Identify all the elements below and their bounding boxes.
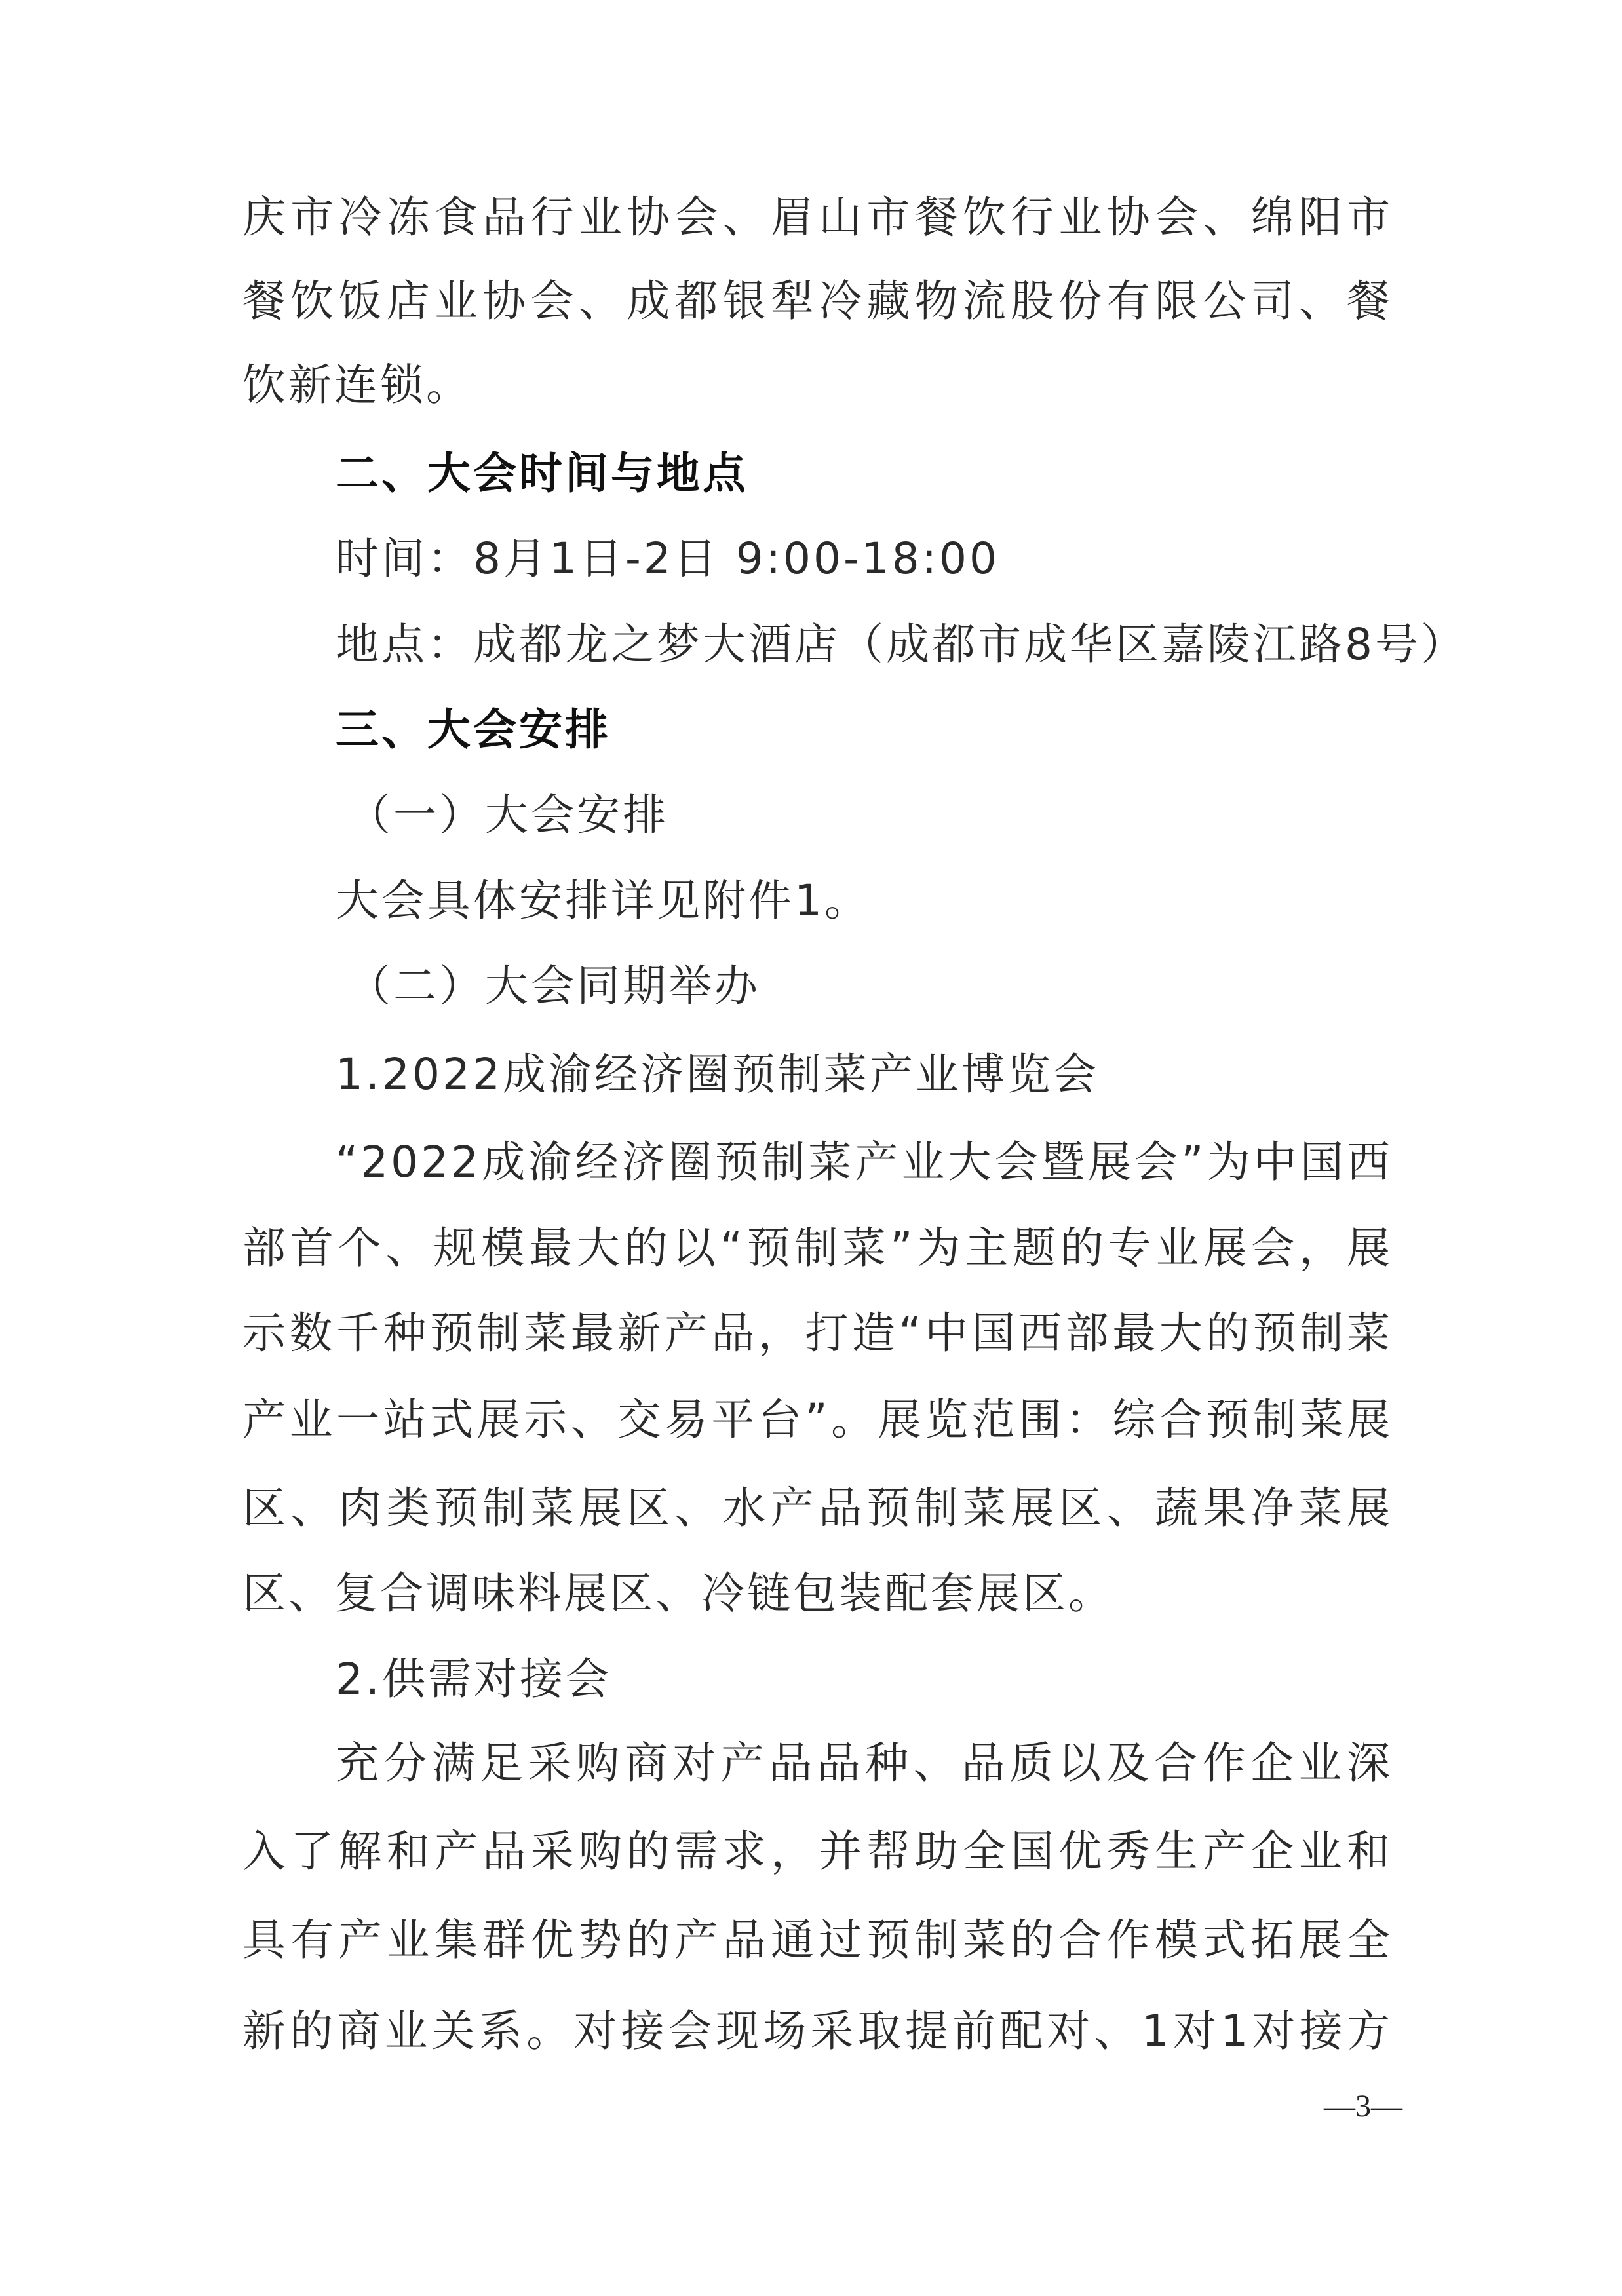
item-heading: 2.供需对接会 [336, 1654, 611, 1704]
section-heading: 二、大会时间与地点 [336, 448, 748, 499]
body-text-line: 具有产业集群优势的产品通过预制菜的合作模式拓展全 [242, 1915, 1393, 1965]
body-text-line: 产业一站式展示、交易平台”。展览范围：综合预制菜展 [242, 1394, 1393, 1445]
body-text-line: 大会具体安排详见附件1。 [336, 875, 870, 926]
page-number: —3— [1324, 2089, 1402, 2124]
body-text-line: “2022成渝经济圈预制菜产业大会暨展会”为中国西 [336, 1137, 1393, 1187]
body-text-line: 区、肉类预制菜展区、水产品预制菜展区、蔬果净菜展 [242, 1483, 1393, 1533]
body-text-line: 示数千种预制菜最新产品，打造“中国西部最大的预制菜 [242, 1308, 1393, 1358]
section-heading: 三、大会安排 [336, 704, 611, 755]
subsection-heading: （一）大会安排 [347, 790, 668, 840]
body-text-line: 餐饮饭店业协会、成都银犁冷藏物流股份有限公司、餐 [242, 276, 1393, 326]
location-line: 地点：成都龙之梦大酒店（成都市成华区嘉陵江路8号） [336, 619, 1467, 670]
item-heading: 1.2022成渝经济圈预制菜产业博览会 [336, 1049, 1099, 1100]
body-text-line: 庆市冷冻食品行业协会、眉山市餐饮行业协会、绵阳市 [242, 192, 1393, 242]
body-text-line: 区、复合调味料展区、冷链包装配套展区。 [242, 1568, 1114, 1618]
time-line: 时间：8月1日-2日 9:00-18:00 [336, 533, 999, 584]
body-text-line: 入了解和产品采购的需求，并帮助全国优秀生产企业和 [242, 1826, 1393, 1877]
subsection-heading: （二）大会同期举办 [347, 961, 760, 1011]
body-text-line: 充分满足采购商对产品品种、品质以及合作企业深 [336, 1738, 1393, 1788]
body-text-line: 新的商业关系。对接会现场采取提前配对、1对1对接方 [242, 2006, 1393, 2056]
body-text-line: 饮新连锁。 [242, 360, 472, 410]
body-text-line: 部首个、规模最大的以“预制菜”为主题的专业展会，展 [242, 1223, 1393, 1273]
